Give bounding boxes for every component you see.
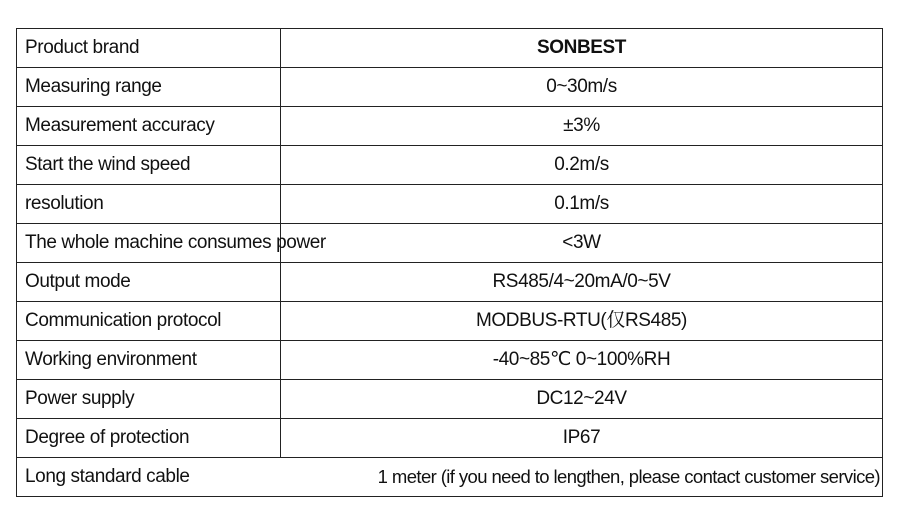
table-row (17, 107, 883, 146)
table-row (17, 458, 883, 497)
spec-row-merged (17, 458, 883, 497)
spec-label: Long standard cable (25, 466, 190, 487)
spec-label: Product brand (17, 29, 281, 68)
spec-value: <3W (281, 224, 883, 263)
spec-label: Start the wind speed (17, 146, 281, 185)
table-row (17, 224, 883, 263)
table-row (17, 263, 883, 302)
table-row (17, 419, 883, 458)
spec-value: 0.1m/s (281, 185, 883, 224)
spec-value: IP67 (281, 419, 883, 458)
spec-table (16, 28, 883, 497)
spec-value: RS485/4~20mA/0~5V (281, 263, 883, 302)
spec-label: Output mode (17, 263, 281, 302)
spec-label: Measurement accuracy (17, 107, 281, 146)
table-row (17, 68, 883, 107)
table-row (17, 185, 883, 224)
spec-label: The whole machine consumes power (17, 224, 281, 263)
spec-value: 0~30m/s (281, 68, 883, 107)
table-row (17, 302, 883, 341)
spec-value: -40~85℃ 0~100%RH (281, 341, 883, 380)
spec-label: Degree of protection (17, 419, 281, 458)
table-row (17, 146, 883, 185)
table-row (17, 29, 883, 68)
spec-value: 0.2m/s (281, 146, 883, 185)
spec-label: Measuring range (17, 68, 281, 107)
spec-value: 1 meter (if you need to lengthen, please contact customer service) (377, 466, 880, 487)
table-row (17, 341, 883, 380)
spec-value: DC12~24V (281, 380, 883, 419)
table-row (17, 380, 883, 419)
spec-row-merged-inner (25, 458, 880, 496)
spec-label: Working environment (17, 341, 281, 380)
spec-label: Communication protocol (17, 302, 281, 341)
spec-label: resolution (17, 185, 281, 224)
spec-label: Power supply (17, 380, 281, 419)
spec-value: MODBUS-RTU(仅RS485) (281, 302, 883, 341)
spec-value: ±3% (281, 107, 883, 146)
spec-value: SONBEST (281, 29, 883, 68)
